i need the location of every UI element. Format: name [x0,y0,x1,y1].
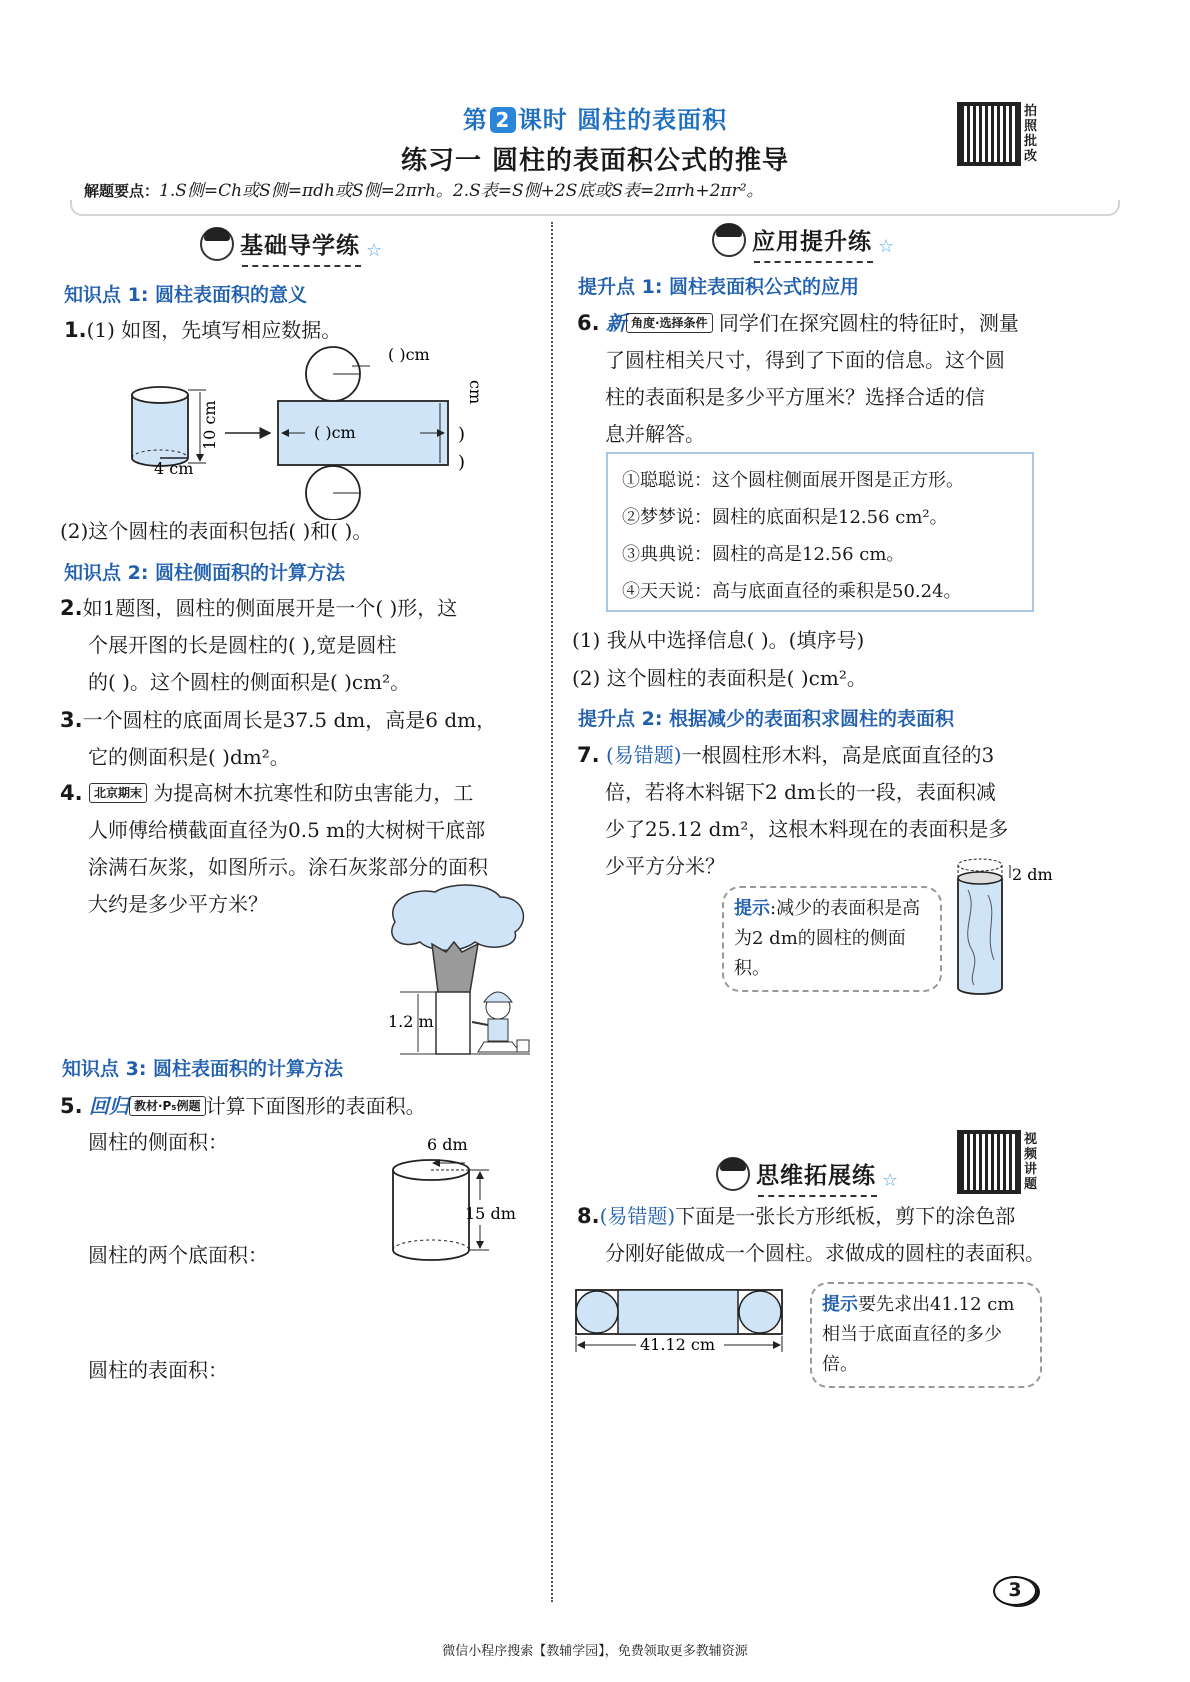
question-6-part-2: (2) 这个圆柱的表面积是( )cm²。 [572,666,867,690]
question-line: 一根圆柱形木料，高是底面直径的3 [681,743,995,767]
question-line: 倍，若将木料锯下2 dm长的一段，表面积减 [605,780,996,804]
mascot-icon [712,223,746,257]
improvement-point-1: 提升点 1: 圆柱表面积公式的应用 [578,276,860,298]
question-line: 它的侧面积是( )dm²。 [88,745,290,769]
section-title: 应用提升练 [752,229,872,255]
svg-text:cm: cm [466,380,485,405]
question-line: 同学们在探究圆柱的特征时，测量 [718,311,1019,335]
question-line: 息并解答。 [605,422,705,446]
mascot-icon [716,1157,750,1191]
hint-box-q8 [810,1282,1042,1388]
cylinder-figure [385,1130,535,1270]
question-line: 涂满石灰浆，如图所示。涂石灰浆部分的面积 [88,855,488,879]
tree-painting-figure [380,882,540,1057]
dashed-underline [754,261,873,263]
mascot-icon [200,227,234,261]
info-item-3: ③典典说：圆柱的高是12.56 cm。 [622,544,905,565]
error-prone-tag: (易错题) [605,743,682,767]
question-6-part-1: (1) 我从中选择信息( )。(填序号) [572,628,865,652]
question-8 [577,1198,1057,1272]
question-line: 少平方分米？ [605,854,725,878]
improvement-point-2: 提升点 2: 根据减少的表面积求圆柱的表面积 [578,708,955,730]
question-line: 了圆柱相关尺寸，得到了下面的信息。这个圆 [605,348,1005,372]
qr-code-video-icon[interactable] [957,1130,1021,1194]
question-number: 6. [577,311,600,335]
hint-label: 提示 [822,1294,858,1315]
knowledge-point-2: 知识点 2: 圆柱侧面积的计算方法 [64,562,346,584]
source-tag: 角度·选择条件 [626,313,713,333]
column-divider [551,222,553,1602]
qr-code-icon[interactable] [957,102,1021,166]
svg-text:10 cm: 10 cm [200,400,219,450]
svg-text:1.2 m: 1.2 m [388,1012,434,1031]
star-icon: ☆ [882,1170,900,1191]
lesson-suffix: 课时 圆柱的表面积 [517,106,728,134]
question-6 [577,305,1047,453]
section-applied-practice [712,222,895,257]
svg-text:2 dm: 2 dm [1012,865,1053,884]
question-number: 7. [577,743,600,767]
hint-box-q7 [722,886,942,992]
question-line: 下面是一张长方形纸板，剪下的涂色部 [675,1204,1016,1228]
question-line: 个展开图的长是圆柱的( ),宽是圆柱 [88,633,397,657]
svg-text:6 dm: 6 dm [427,1135,468,1154]
question-line: 分刚好能做成一个圆柱。求做成的圆柱的表面积。 [605,1241,1045,1265]
question-number: 8. [577,1204,600,1228]
cylinder-net-figure [120,340,500,520]
qr-label-video: 视频讲题 [1024,1132,1038,1192]
svg-text:): ) [458,452,466,473]
question-3 [60,702,540,776]
question-number: 1. [64,318,87,342]
section-thinking-extension [716,1156,899,1191]
source-tag: 教材·P₅例题 [129,1096,206,1116]
question-number: 2. [60,596,83,620]
q5-step-bases: 圆柱的两个底面积： [88,1243,268,1267]
source-tag: 北京期末 [89,783,147,803]
info-item-4: ④天天说：高与底面直径的乘积是50.24。 [622,581,962,602]
error-prone-tag: (易错题) [599,1204,676,1228]
question-text: 计算下面图形的表面积。 [205,1094,426,1118]
question-5 [60,1088,426,1125]
question-line: 如1题图，圆柱的侧面展开是一个( )形，这 [82,596,458,620]
header-rule [70,200,1120,216]
question-line: 大约是多少平方米？ [88,892,268,916]
tag-return-textbook: 回归 [88,1094,129,1118]
exercise-title: 练习一 圆柱的表面积公式的推导 [400,146,790,176]
tag-new: 新 [605,311,626,335]
lesson-prefix: 第 [462,106,488,134]
q5-step-total: 圆柱的表面积： [88,1358,228,1382]
question-line: 为提高树木抗寒性和防虫害能力，工 [153,781,474,805]
hint-text: 要先求出41.12 cm相当于底面直径的多少倍。 [822,1294,1015,1375]
svg-text:( )cm: ( )cm [314,423,356,442]
question-line: 的( )。这个圆柱的侧面积是( )cm²。 [88,670,411,694]
star-icon: ☆ [878,236,896,257]
q5-step-lateral: 圆柱的侧面积： [88,1130,228,1154]
key-points-label: 解题要点： [84,182,160,200]
svg-text:41.12 cm: 41.12 cm [640,1335,716,1354]
info-item-2: ②梦梦说：圆柱的底面积是12.56 cm²。 [622,507,948,528]
knowledge-point-1: 知识点 1: 圆柱表面积的意义 [64,284,308,306]
info-box [606,452,1034,612]
star-icon: ☆ [366,240,384,261]
question-line: 少了25.12 dm²，这根木料现在的表面积是多 [605,817,1009,841]
info-item-1: ①聪聪说：这个圆柱侧面展开图是正方形。 [622,470,964,491]
key-points-formula: 1.S侧=Ch或S侧=πdh或S侧=2πrh。2.S表=S侧+2S底或S表=2πrh+2πr²。 [159,181,764,201]
key-points [84,176,764,201]
qr-label-photo-grading: 拍照批改 [1024,104,1038,164]
question-text: (1) 如图，先填写相应数据。 [86,318,342,342]
hint-text: :减少的表面积是高为2 dm的圆柱的侧面积。 [734,898,921,979]
knowledge-point-3: 知识点 3: 圆柱表面积的计算方法 [62,1058,344,1080]
paper-net-figure [574,1286,789,1356]
question-2 [60,590,540,701]
question-number: 4. [60,781,83,805]
dashed-underline [242,265,361,267]
log-cylinder-figure [950,850,1060,1000]
svg-text:): ) [458,424,466,445]
footer-watermark: 微信小程序搜索【教辅学园】，免费领取更多教辅资源 [442,1644,748,1659]
svg-text:( )cm: ( )cm [388,345,430,364]
question-number: 3. [60,708,83,732]
svg-text:15 dm: 15 dm [465,1204,516,1223]
section-title: 基础导学练 [240,233,360,259]
question-1-part-2: (2)这个圆柱的表面积包括( )和( )。 [60,519,373,543]
question-line: 一个圆柱的底面周长是37.5 dm，高是6 dm， [82,708,497,732]
lesson-number-badge: 2 [490,107,516,133]
svg-text:4 cm: 4 cm [154,459,194,478]
section-title: 思维拓展练 [756,1163,876,1189]
page-number: 3 [993,1576,1037,1606]
hint-label: 提示 [734,898,770,919]
section-basic-practice [200,226,383,261]
question-line: 柱的表面积是多少平方厘米？选择合适的信 [605,385,985,409]
question-number: 5. [60,1094,83,1118]
question-line: 人师傅给横截面直径为0.5 m的大树树干底部 [88,818,486,842]
dashed-underline [758,1195,877,1197]
